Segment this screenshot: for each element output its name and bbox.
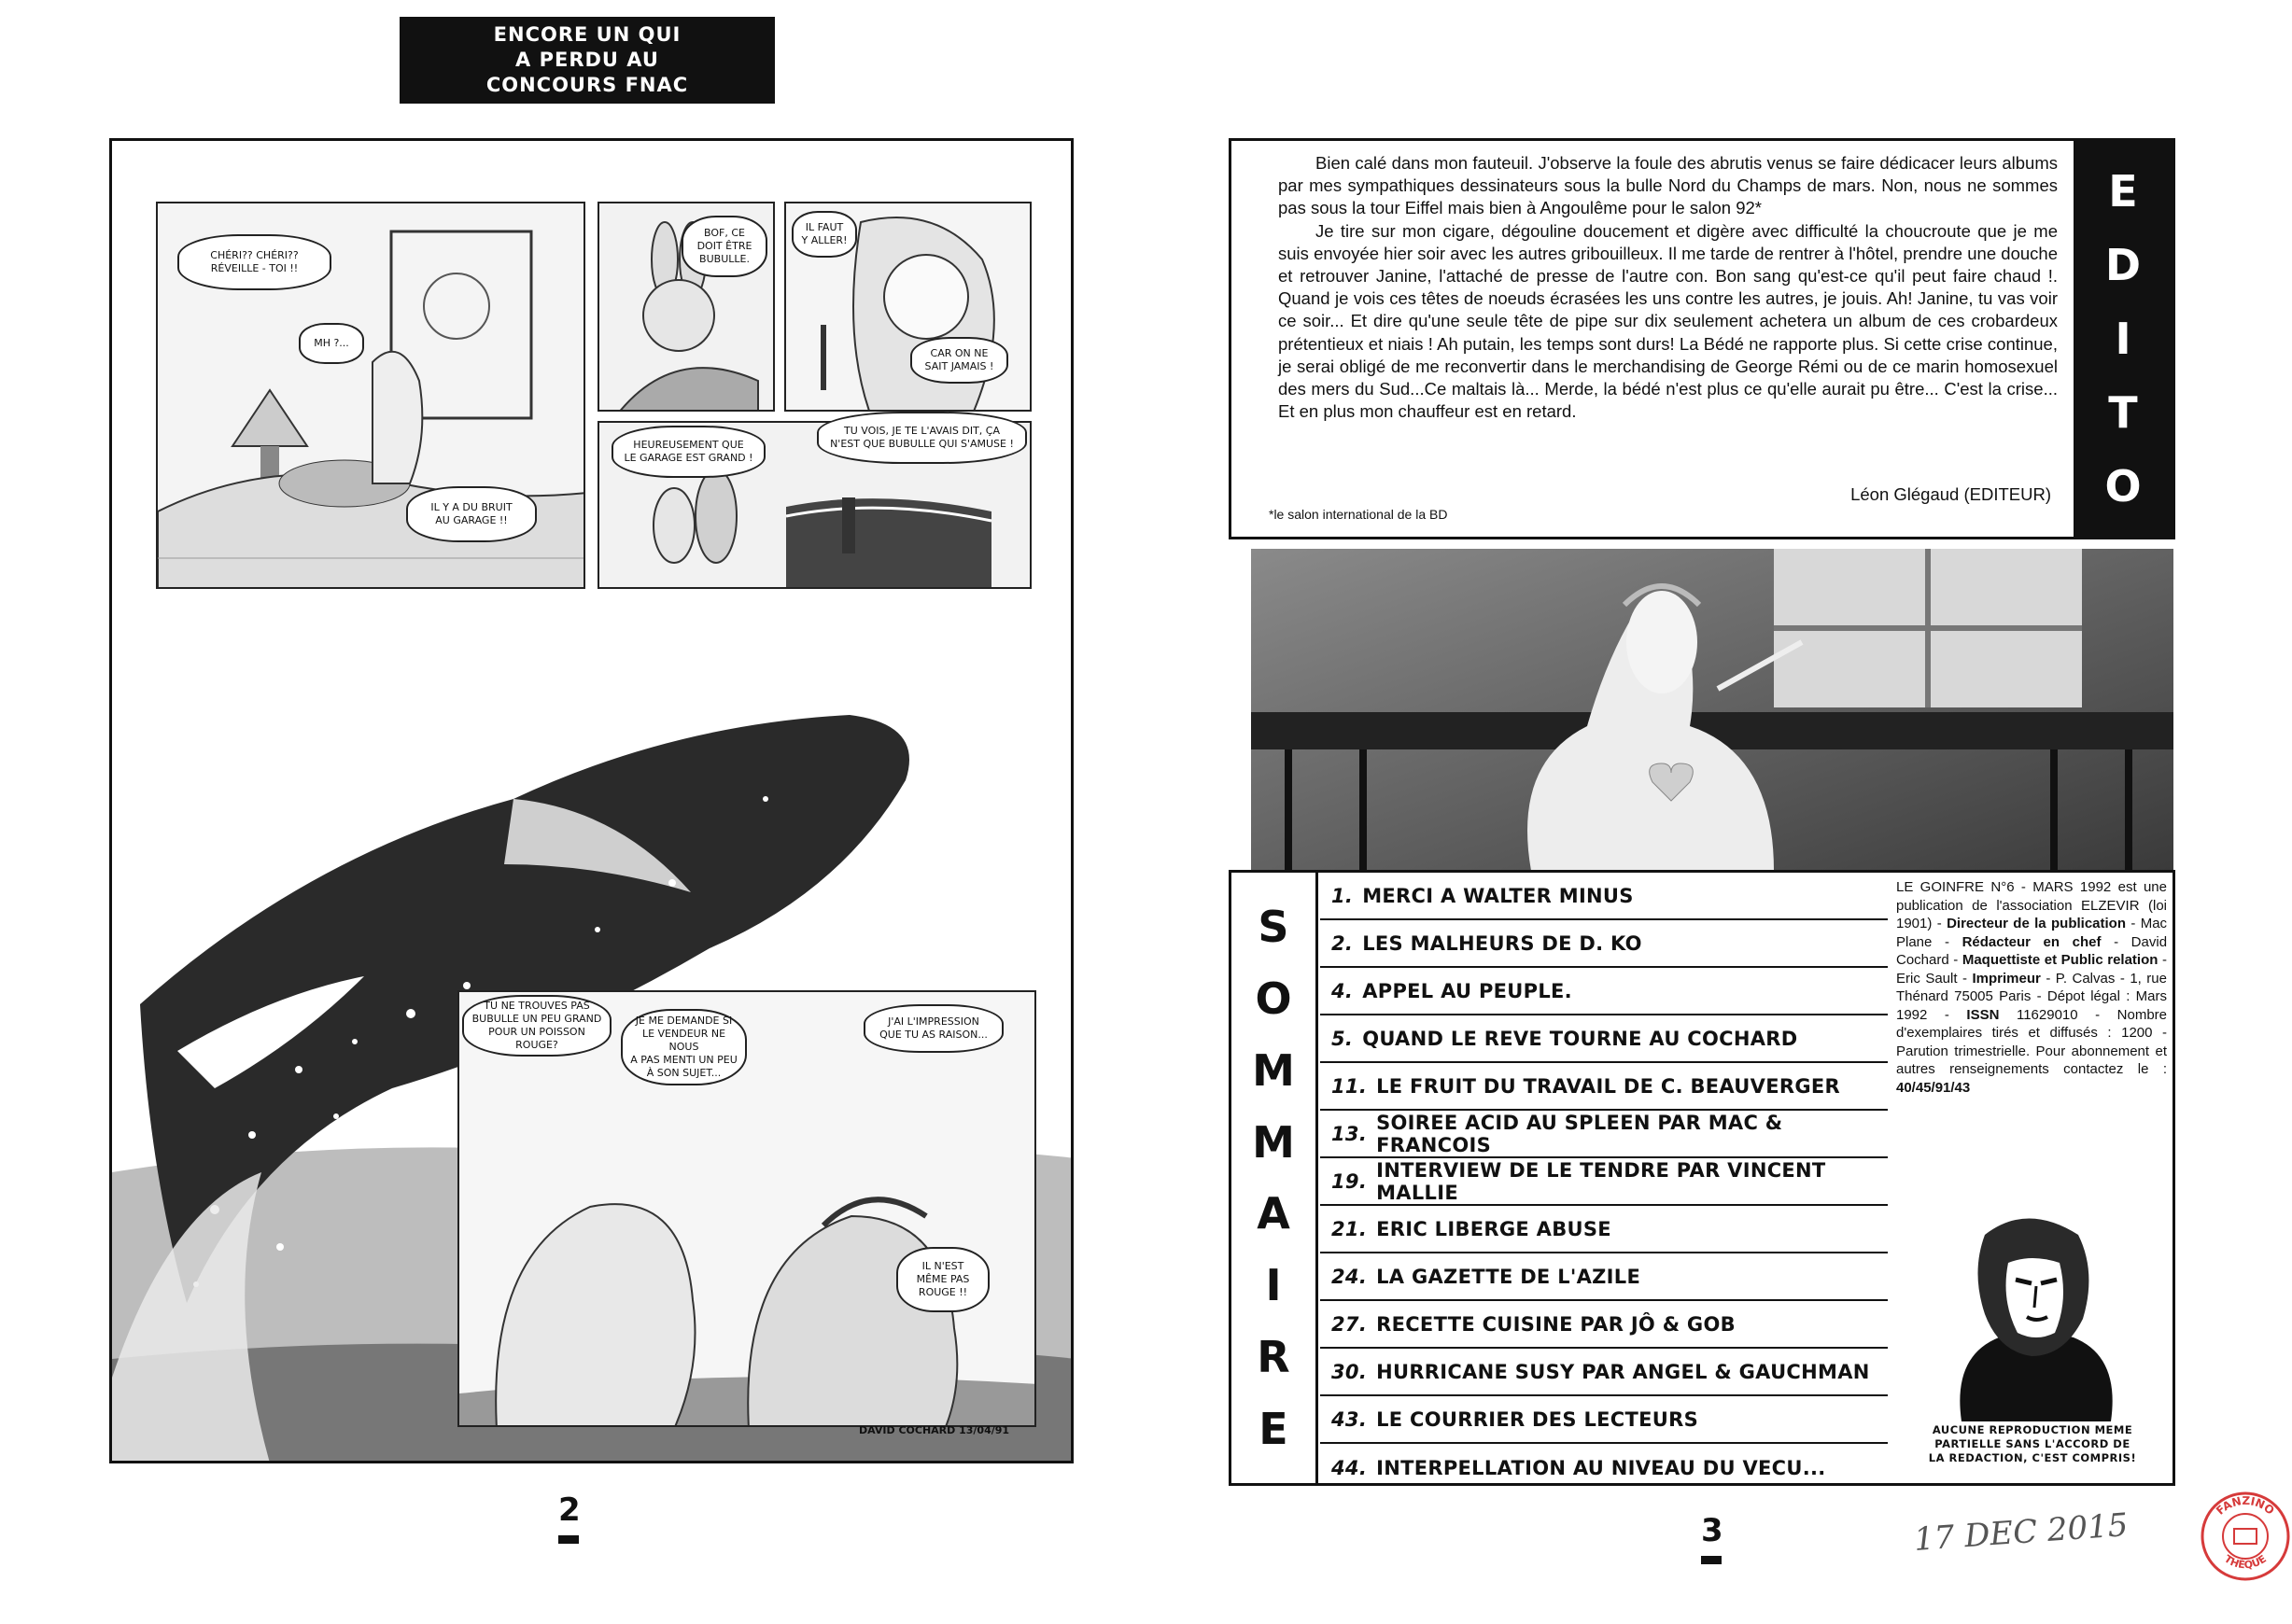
edito-signature: Léon Glégaud (EDITEUR) bbox=[1850, 484, 2051, 504]
speech-bubble-6: CAR ON NE SAIT JAMAIS ! bbox=[910, 337, 1008, 384]
colophon-issn: 11629010 - bbox=[2016, 1006, 2101, 1023]
speech-bubble-1: CHÉRI?? CHÉRI?? RÉVEILLE - TOI !! bbox=[177, 234, 331, 290]
sommaire-section bbox=[1229, 870, 2175, 1486]
copyright-notice-line: LA REDACTION, C'EST COMPRIS! bbox=[1928, 1451, 2137, 1464]
editor-portrait-illustration bbox=[1896, 1197, 2169, 1421]
sommaire-letter: M bbox=[1252, 1044, 1295, 1096]
colophon-tirage: Nombre d'exemplaires tirés et diffusés : 1200 - Parution trimestrielle. Pour abonnement et autres renseignements contactez le : bbox=[1896, 1006, 2168, 1077]
toc-entry: 5. QUAND LE REVE TOURNE AU COCHARD bbox=[1320, 1015, 1888, 1063]
toc-entry: 30. HURRICANE SUSY PAR ANGEL & GAUCHMAN bbox=[1320, 1349, 1888, 1396]
speech-bubble-7: HEUREUSEMENT QUE LE GARAGE EST GRAND ! bbox=[612, 426, 766, 478]
speech-bubble-8: TU VOIS, JE TE L'AVAIS DIT, ÇA N'EST QUE BUBULLE QUI S'AMUSE ! bbox=[817, 412, 1027, 464]
edito-vertical-label bbox=[2074, 141, 2172, 537]
speech-bubble-5: IL FAUT Y ALLER! bbox=[792, 211, 857, 258]
colophon-text: est une publication de l'association ELZEVIR (loi 1901) - bbox=[1896, 879, 2167, 931]
copyright-notice bbox=[1896, 1423, 2169, 1465]
page-number-left-mark bbox=[558, 1535, 579, 1544]
table-of-contents bbox=[1320, 873, 1888, 1491]
statue-photo-illustration bbox=[1251, 549, 2173, 871]
toc-entry: 19. INTERVIEW DE LE TENDRE PAR VINCENT MALLIE bbox=[1320, 1158, 1888, 1206]
sommaire-letter: O bbox=[1255, 973, 1292, 1025]
colophon-directeur-label: Directeur de la publication bbox=[1947, 916, 2126, 931]
story-title-line-1: ENCORE UN QUI bbox=[493, 23, 682, 46]
sommaire-letter: M bbox=[1252, 1116, 1295, 1168]
colophon-imprimeur: - P. Calvas - 1, rue Thénard 75005 Paris - Dépot légal : Mars 1992 - bbox=[1896, 970, 2167, 1023]
speech-bubble-12: IL N'EST MÊME PAS ROUGE !! bbox=[896, 1247, 990, 1312]
edito-letter: O bbox=[2104, 461, 2142, 512]
speech-bubble-10: JE ME DEMANDE SI LE VENDEUR NE NOUS A PAS MENTI UN PEU À SON SUJET... bbox=[621, 1009, 747, 1085]
speech-bubble-4: BOF, CE DOIT ÊTRE BUBULLE. bbox=[682, 216, 767, 277]
toc-entry: 24. LA GAZETTE DE L'AZILE bbox=[1320, 1253, 1888, 1301]
colophon-imprimeur-label: Imprimeur bbox=[1972, 970, 2041, 987]
toc-entry: 43. LE COURRIER DES LECTEURS bbox=[1320, 1396, 1888, 1444]
colophon-issn-label: ISSN bbox=[1966, 1006, 2000, 1023]
edito-text bbox=[1278, 152, 2058, 423]
toc-entry: 21. ERIC LIBERGE ABUSE bbox=[1320, 1206, 1888, 1253]
edito-letter: I bbox=[2115, 313, 2131, 364]
comic-page bbox=[109, 138, 1074, 1463]
copyright-notice-line: PARTIELLE SANS L'ACCORD DE bbox=[1934, 1437, 2130, 1450]
colophon-phone: 40/45/91/43 bbox=[1896, 1079, 1971, 1096]
colophon-maquettiste: - Eric Sault - bbox=[1896, 952, 2167, 987]
sommaire-letter: E bbox=[1258, 1403, 1288, 1454]
edito-letter: D bbox=[2104, 239, 2142, 290]
story-title-line-2: A PERDU AU bbox=[515, 49, 659, 71]
page-number-right: 3 bbox=[1701, 1512, 1723, 1549]
toc-entry: 11. LE FRUIT DU TRAVAIL DE C. BEAUVERGER bbox=[1320, 1063, 1888, 1111]
colophon-redacteur: - David Cochard - bbox=[1896, 933, 2168, 968]
statue-photo bbox=[1251, 549, 2173, 871]
toc-entry: 1. MERCI A WALTER MINUS bbox=[1320, 873, 1888, 920]
toc-entry: 2. LES MALHEURS DE D. KO bbox=[1320, 920, 1888, 968]
colophon bbox=[1896, 878, 2167, 1097]
edito-letter: T bbox=[2108, 387, 2138, 439]
sommaire-letter: I bbox=[1265, 1260, 1282, 1311]
speech-bubble-11: J'AI L'IMPRESSION QUE TU AS RAISON... bbox=[864, 1004, 1004, 1053]
sommaire-letter: A bbox=[1257, 1188, 1290, 1239]
toc-entry: 27. RECETTE CUISINE PAR JÔ & GOB bbox=[1320, 1301, 1888, 1349]
toc-entry: 13. SOIREE ACID AU SPLEEN PAR MAC & FRANCOIS bbox=[1320, 1111, 1888, 1158]
sommaire-letter: S bbox=[1258, 902, 1289, 953]
edito-letter: E bbox=[2108, 165, 2138, 217]
copyright-notice-line: AUCUNE REPRODUCTION MEME bbox=[1932, 1423, 2133, 1436]
toc-entry: 44. INTERPELLATION AU NIVEAU DU VECU... bbox=[1331, 1456, 1826, 1479]
story-title-line-3: CONCOURS FNAC bbox=[485, 74, 689, 96]
colophon-issue: LE GOINFRE N°6 - MARS 1992 bbox=[1896, 879, 2112, 895]
speech-bubble-3: IL Y A DU BRUIT AU GARAGE !! bbox=[406, 486, 537, 542]
sommaire-vertical-label bbox=[1231, 873, 1318, 1483]
stamp-top-text: FANZINO bbox=[2213, 1493, 2277, 1518]
library-stamp bbox=[2199, 1490, 2292, 1583]
edito-paragraph-2: Je tire sur mon cigare, dégouline doucement et digère avec difficulté la choucroute que je me suis envoyée hier soir avec les autres gribouilleux. Il me tarde de rentrer à l'hôtel, prendre une douche et retrouver Janine, l'attaché de presse de l'autre con. Bon sang qu'est-ce qu'il peut faire chaud !. Quand je vois ces têtes de noeuds écrasées les uns contre les autres, je jouis. Ah! Janine, tu vas voir ce soir... Et dire qu'une seule tête de pipe sur dix seulement achetera un album de ces crobardeux prétentieux et niais ! Ah putain, les temps sont durs! La Bédé ne rapporte plus. Si cette crise continue, je serai obligé de me reconvertir dans le merchandising de George Rémi ou de ce marin homosexuel des mers du Sud...Ce maltais là... Merde, la bédé n'est plus ce qu'elle aurait pu être... C'est la crise... Et en plus mon chauffeur est en retard. bbox=[1278, 220, 2058, 422]
colophon-directeur: - Mac Plane - bbox=[1896, 916, 2168, 950]
story-title-box bbox=[400, 17, 775, 104]
beach-dialogue-illustration bbox=[459, 992, 1036, 1427]
edito-paragraph-1: Bien calé dans mon fauteuil. J'observe la foule des abrutis venus se faire dédicacer leurs albums par mes sympathiques dessinateurs sous la bulle Nord du Champs de mars. Non, nous ne sommes pas sous la tour Eiffel mais bien à Angoulême pour le salon 92* bbox=[1278, 153, 2058, 218]
handwritten-date: 17 DEC 2015 bbox=[1912, 1506, 2130, 1559]
stamp-bottom-text: THÈQUE bbox=[2222, 1552, 2269, 1572]
toc-entry: 4. APPEL AU PEUPLE. bbox=[1320, 968, 1888, 1015]
speech-bubble-9: TU NE TROUVES PAS BUBULLE UN PEU GRAND POUR UN POISSON ROUGE? bbox=[462, 995, 612, 1057]
page-number-left: 2 bbox=[558, 1491, 581, 1529]
editor-portrait bbox=[1896, 1197, 2169, 1421]
speech-bubble-2: MH ?... bbox=[299, 323, 364, 364]
colophon-maquettiste-label: Maquettiste et Public relation bbox=[1962, 952, 2158, 968]
page-number-right-mark bbox=[1701, 1556, 1722, 1564]
edito-section bbox=[1229, 138, 2175, 539]
artist-signature: DAVID COCHARD 13/04/91 bbox=[859, 1424, 1010, 1436]
colophon-redacteur-label: Rédacteur en chef bbox=[1962, 933, 2102, 950]
sommaire-letter: R bbox=[1257, 1331, 1290, 1382]
edito-footnote: *le salon international de la BD bbox=[1269, 507, 1448, 522]
